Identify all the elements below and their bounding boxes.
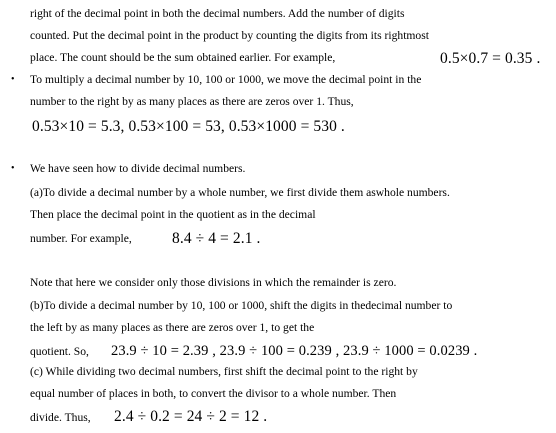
text-line: the left by as many places as there are zeros over 1, to get the [30,321,315,334]
text-line: (c) While dividing two decimal numbers, first shift the decimal point to the right by [30,365,418,378]
text-line: Then place the decimal point in the quotient as in the decimal [30,208,316,221]
text-line: counted. Put the decimal point in the product by counting the digits from its rightmost [30,29,429,42]
text-line: number to the right by as many places as there are zeros over 1. Thus, [30,95,354,108]
text-line: We have seen how to divide decimal numbers. [30,162,246,175]
text-line: place. The count should be the sum obtained earlier. For example, [30,51,336,64]
text-line: equal number of places in both, to convert the divisor to a whole number. Then [30,387,397,400]
text-line: (b)To divide a decimal number by 10, 100 or 1000, shift the digits in thedecimal number to [30,299,453,312]
text-line: divide. Thus, [30,411,91,424]
decimal-division-example: 2.4 ÷ 0.2 = 24 ÷ 2 = 12 . [114,408,268,425]
text-line: number. For example, [30,232,132,245]
division-by-powers-example: 23.9 ÷ 10 = 2.39 , 23.9 ÷ 100 = 0.239 , 23.9 ÷ 1000 = 0.0239 . [111,343,478,359]
bullet-icon: • [11,74,15,85]
division-example: 8.4 ÷ 4 = 2.1 . [172,230,261,247]
text-line: (a)To divide a decimal number by a whole number, we first divide them aswhole numbers. [30,186,450,199]
bullet-icon: • [11,163,15,174]
text-line: To multiply a decimal number by 10, 100 or 1000, we move the decimal point in the [30,73,422,86]
text-line: quotient. So, [30,345,89,358]
multiplication-by-powers-example: 0.53×10 = 5.3, 0.53×100 = 53, 0.53×1000 = 530 . [32,118,345,135]
text-line: Note that here we consider only those divisions in which the remainder is zero. [30,276,397,289]
multiplication-example: 0.5×0.7 = 0.35 . [440,50,541,67]
text-line: right of the decimal point in both the decimal numbers. Add the number of digits [30,7,405,20]
